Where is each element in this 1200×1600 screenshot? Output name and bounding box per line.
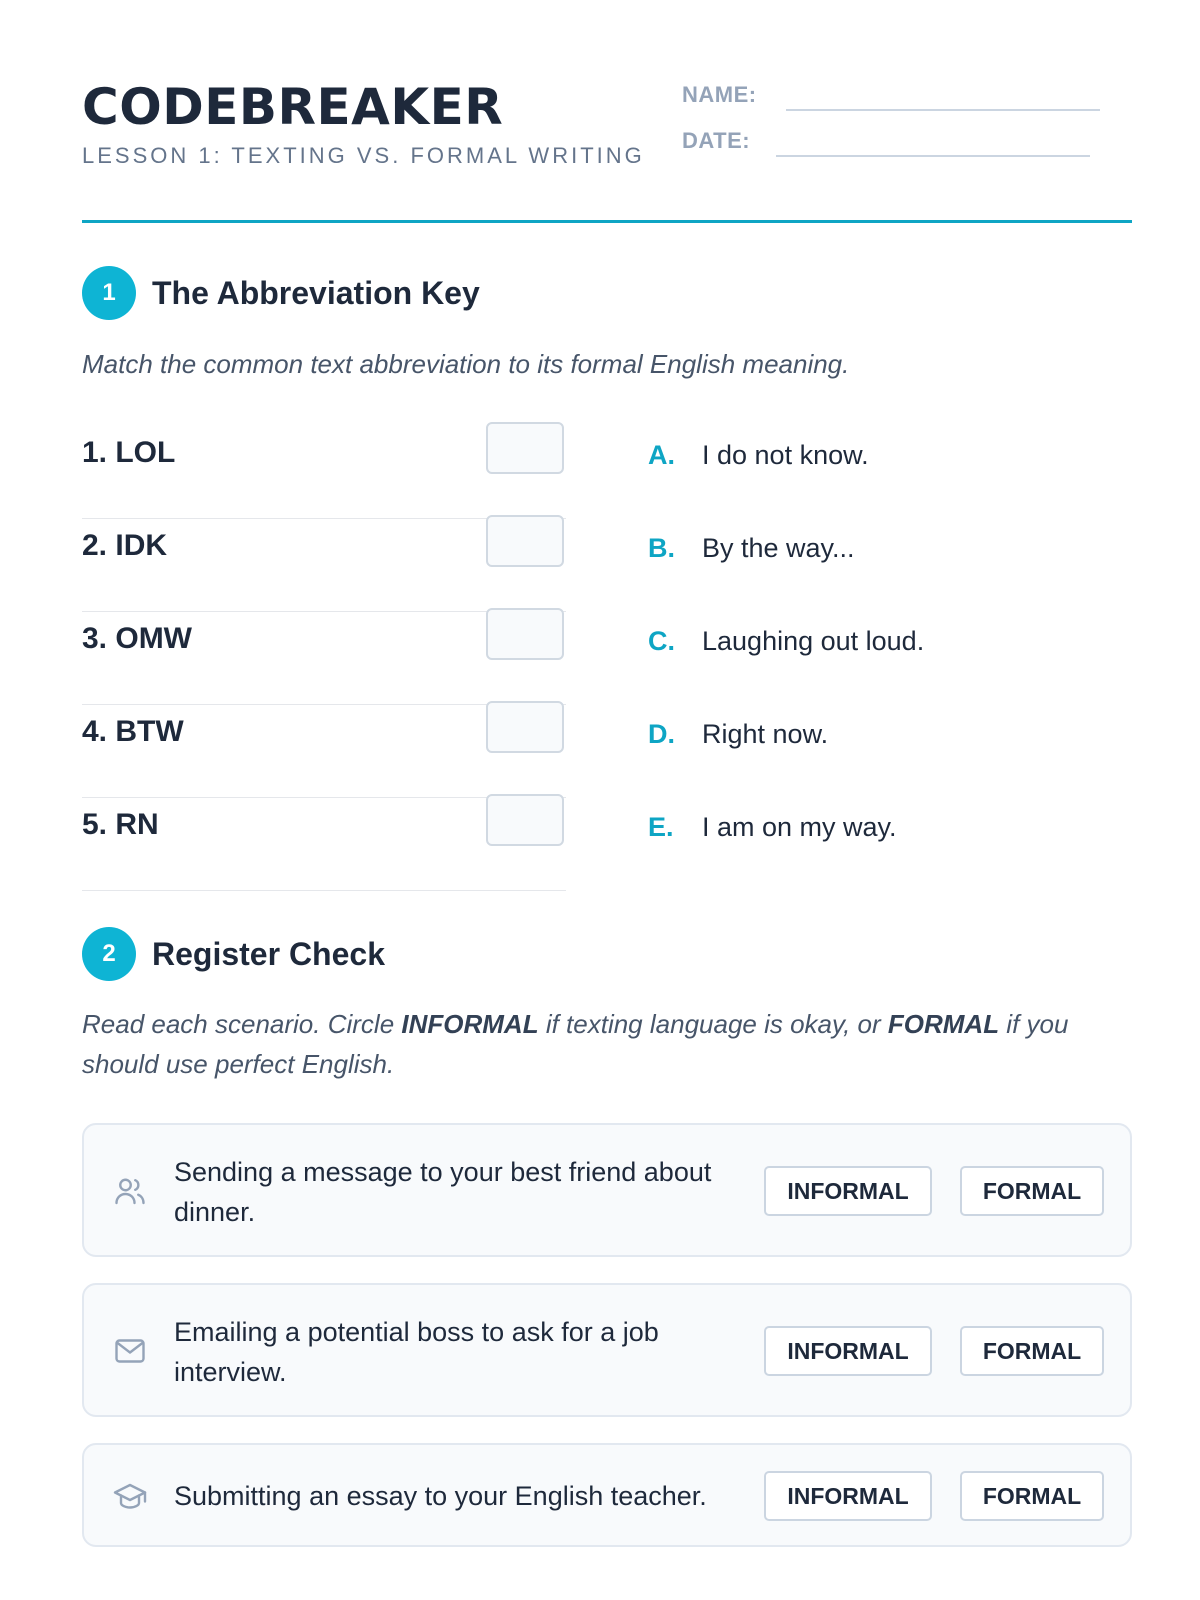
abbreviation-label: 3. OMW [82, 622, 192, 655]
worksheet-page [82, 0, 1132, 1511]
answer-box[interactable] [486, 515, 564, 567]
abbreviation-label: 5. RN [82, 808, 159, 841]
meaning-option [648, 812, 897, 843]
option-text: Right now. [702, 719, 829, 749]
name-label: NAME: [682, 82, 757, 107]
section-2-heading [82, 927, 385, 981]
meaning-option [648, 533, 855, 564]
instructions-text: if you should use perfect English. [82, 1009, 1069, 1079]
meaning-option [648, 626, 924, 657]
section-1-heading [82, 266, 480, 320]
worksheet-header [82, 0, 1132, 223]
date-field-line[interactable] [776, 155, 1090, 157]
scenario-card [82, 1283, 1132, 1417]
abbreviation-label: 1. LOL [82, 436, 176, 469]
informal-option[interactable]: INFORMAL [764, 1326, 932, 1376]
match-row [82, 701, 566, 798]
answer-box[interactable] [486, 422, 564, 474]
section-1-instructions: Match the common text abbreviation to its formal English meaning. [82, 349, 850, 379]
informal-option[interactable]: INFORMAL [764, 1166, 932, 1216]
meaning-option [648, 719, 828, 750]
option-letter: A. [648, 440, 675, 470]
option-text: Laughing out loud. [702, 626, 925, 656]
option-letter: D. [648, 719, 675, 749]
scenario-card [82, 1123, 1132, 1257]
scenario-text: Emailing a potential boss to ask for a job interview. [174, 1317, 659, 1387]
formal-option[interactable]: FORMAL [960, 1471, 1104, 1521]
worksheet-title: CODEBREAKER [82, 78, 504, 136]
match-row [82, 515, 566, 612]
answer-box[interactable] [486, 701, 564, 753]
abbreviation-label: 4. BTW [82, 715, 184, 748]
name-field-line[interactable] [786, 109, 1100, 111]
instructions-formal-keyword: FORMAL [887, 1009, 1000, 1039]
instructions-text: if texting language is okay, or [538, 1009, 888, 1039]
section-2-instructions [82, 1004, 1102, 1084]
instructions-informal-keyword: INFORMAL [401, 1009, 539, 1039]
option-letter: B. [648, 533, 675, 563]
lesson-subtitle: LESSON 1: TEXTING VS. FORMAL WRITING [82, 143, 645, 168]
formal-option[interactable]: FORMAL [960, 1166, 1104, 1216]
match-row [82, 794, 566, 891]
graduation-cap-icon [112, 1479, 148, 1515]
section-number-badge: 1 [82, 266, 136, 320]
abbreviation-label: 2. IDK [82, 529, 168, 562]
option-letter: E. [648, 812, 674, 842]
answer-box[interactable] [486, 794, 564, 846]
formal-option[interactable]: FORMAL [960, 1326, 1104, 1376]
scenario-text: Submitting an essay to your English teacher. [174, 1481, 707, 1511]
meaning-option [648, 440, 869, 471]
match-row [82, 608, 566, 705]
informal-option[interactable]: INFORMAL [764, 1471, 932, 1521]
option-text: By the way... [702, 533, 855, 563]
mail-icon [112, 1333, 148, 1369]
option-letter: C. [648, 626, 675, 656]
match-row [82, 422, 566, 519]
section-number-badge: 2 [82, 927, 136, 981]
answer-box[interactable] [486, 608, 564, 660]
users-icon [112, 1173, 148, 1209]
instructions-text: Read each scenario. Circle [82, 1009, 402, 1039]
scenario-text: Sending a message to your best friend about dinner. [174, 1157, 712, 1227]
section-title: The Abbreviation Key [152, 274, 480, 311]
option-text: I do not know. [702, 440, 869, 470]
date-label: DATE: [682, 128, 751, 153]
section-title: Register Check [152, 935, 385, 972]
scenario-card [82, 1443, 1132, 1547]
option-text: I am on my way. [702, 812, 897, 842]
